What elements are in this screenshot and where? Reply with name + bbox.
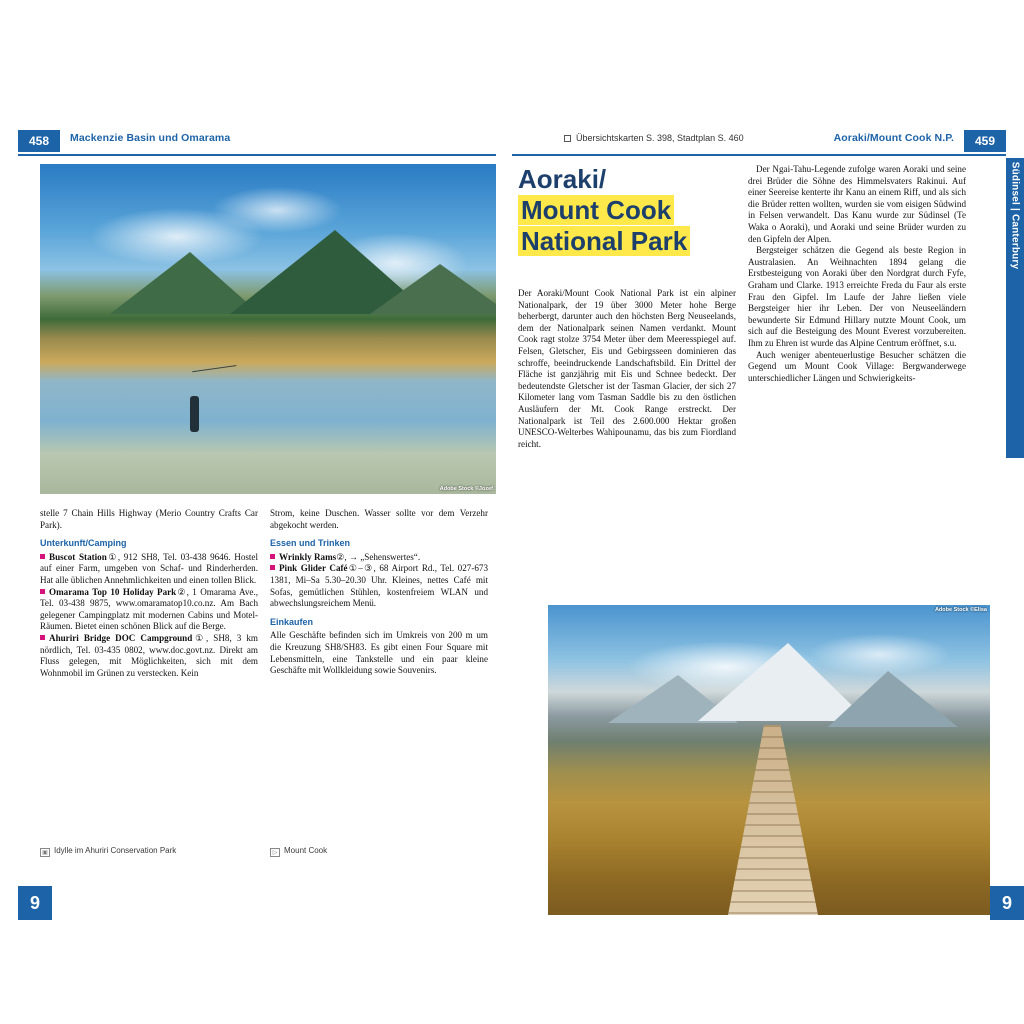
photo-credit-left: Adobe Stock ©Jozef	[439, 486, 493, 492]
heading-einkaufen: Einkaufen	[270, 616, 314, 627]
header-rule-right	[512, 154, 1006, 156]
listing-text: , → „Sehenswertes“.	[344, 551, 421, 562]
listing-marker: ①	[106, 551, 118, 562]
chapter-number-left: 9	[18, 886, 52, 920]
listing-omarama-top10	[40, 587, 258, 633]
listing-name: Buscot Station	[49, 551, 107, 562]
visitors-paragraph: Auch weniger abenteuerlustige Besucher schätzen die Gegend um Mount Cook Village: Bergwanderwege unterschiedlicher Längen und Schwierigkeits-	[748, 349, 966, 383]
caption-right-of-left-page	[270, 846, 327, 857]
listing-name: Pink Glider Café	[279, 563, 348, 574]
caption-right-text: Mount Cook	[284, 846, 328, 855]
listing-text: , SH8, 3 km nördlich, Tel. 03-435 0802, www.doc.govt.nz. Direkt am Fluss gelegen, mit Möglichkeiten, sich mit dem Wohnmobil im Grünen zu verstecken. Kein	[40, 632, 258, 678]
right-column-1	[518, 288, 736, 450]
mountaineering-paragraph: Bergsteiger schätzen die Gegend als beste Region in Australasien. An Weihnachten 1894 gelang die Erstbesteigung von Aoraki über den Nordgrat durch Fyfe, Graham und Clarke. 1913 erreichte Freda du Faur als erste Frau den Gipfel. Im Laufe der Jahre ließen viele Bergsteiger hier ihr Leben. Der von Neuseeländern bewunderte Sir Edmund Hillary nutzte Mount Cook, um sich auf die Besteigung des Mount Everest vorzubereiten. Ihm zu Ehren ist wurde das Alpine Centrum eröffnet, s.u.	[748, 245, 966, 348]
right-column-2	[748, 164, 966, 384]
left-column-2	[270, 508, 488, 677]
caption-left	[40, 846, 176, 857]
listing-text: , 912 SH8, Tel. 03-438 9646. Hostel auf einer Farm, umgeben von Schaf- und Rinderherden. Hat alle üblichen Annehmlichkeiten und einen tollen Blick.	[40, 551, 258, 585]
folio-left: 458	[18, 130, 60, 152]
listing-ahuriri-bridge-doc	[40, 633, 258, 679]
listing-wrinkly-rams	[270, 552, 488, 564]
shopping-text: Alle Geschäfte befinden sich im Umkreis von 200 m um die Kreuzung SH8/SH83. Es gibt einen Four Square mit Lebensmitteln, eine Tankstelle und ein paar kleine Geschäfte mit Wollkleidung sowie Souvenirs.	[270, 630, 488, 676]
listing-name: Ahuriri Bridge DOC Campground	[49, 632, 193, 643]
right-page	[512, 130, 1021, 920]
photo-ahuriri-conservation-park	[40, 164, 496, 494]
listing-name: Omarama Top 10 Holiday Park	[49, 586, 177, 597]
side-tab-label: Südinsel | Canterbury	[1009, 161, 1021, 270]
side-tab-canterbury	[1006, 158, 1024, 458]
caption-left-text: Idylle im Ahuriri Conservation Park	[54, 846, 177, 855]
listing-name: Wrinkly Rams	[279, 551, 337, 562]
left-page	[18, 130, 512, 920]
text-continuation-left: stelle 7 Chain Hills Highway (Merio Country Crafts Car Park).	[40, 508, 258, 530]
video-icon: ▷	[270, 848, 280, 857]
intro-paragraph: Der Aoraki/Mount Cook National Park ist ein alpiner Nationalpark, der 19 über 3000 Meter hohe Berge beherbergt, darunter auch den höchsten Berg Neuseelands, dem der Nationalpark seinen Namen verdankt. Mount Cook ragt stolze 3754 Meter über dem Meeresspiegel auf. Felsen, Gletscher, Eis und Gebirgsseen dominieren das schroffe, beeindruckende Landschaftsbild. Ein Drittel der Fläche ist ganzjährig mit Eis und Schnee bedeckt. Der bedeutendste Gletscher ist der Tasman Glacier, der sich 27 Kilometer lang vom Tasman Saddle bis zu den östlichen Ausläufern der Mt. Cook Range erstreckt. Der Nationalpark ist Teil des 2.600.000 Hektar großen UNESCO-Welterbes Wahipounamu, das bis zum Fiordland reicht.	[518, 288, 736, 449]
page-title-line-3: National Park	[518, 226, 690, 256]
spread	[18, 130, 1021, 920]
listing-marker: ②	[336, 551, 345, 562]
photo-mount-cook	[548, 605, 990, 915]
page-title-line-1: Aoraki/	[518, 164, 607, 194]
heading-essen-und-trinken: Essen und Trinken	[270, 538, 351, 549]
running-note-text: Übersichtskarten S. 398, Stadtplan S. 460	[576, 133, 744, 143]
running-head-left: Mackenzie Basin und Omarama	[70, 132, 231, 144]
header-rule-left	[18, 154, 496, 156]
listing-marker: ②	[176, 586, 187, 597]
listing-text: , 68 Airport Rd., Tel. 027-673 1381, Mi–Sa 5.30–20.30 Uhr. Kleines, nettes Café mit Sofas, gemütlichen Stühlen, kostenfreiem WLAN und abwechslungsreichem Menü.	[270, 563, 488, 609]
page-title	[518, 164, 748, 257]
heading-unterkunft-camping: Unterkunft/Camping	[40, 538, 127, 549]
camera-icon: ▣	[40, 848, 50, 857]
listing-marker: ①	[192, 632, 206, 643]
checkbox-icon	[564, 135, 571, 142]
listing-text: , 1 Omarama Ave., Tel. 03-438 9875, www.omaramatop10.co.nz. Am Bach gelegener Campingplatz mit modernen Cabins und Motel-Räumen. Bietet einen schönen Blick auf die Berge.	[40, 586, 259, 632]
chapter-number-right: 9	[990, 886, 1024, 920]
legend-paragraph: Der Ngai-Tahu-Legende zufolge waren Aoraki und seine drei Brüder die Söhne des Himmelsvaters Rakinui. Auf einer Seereise kenterte ihr Kanu an einem Riff, und als sich die Brüder retten wollten, wurden sie vom eisigen Südwind in Felsen verwandelt. Das Kanu wurde zur Südinsel (Te Waka o Aoraki), und Aoraki und seine Brüder wurden zu den Gipfeln der Alpen.	[748, 164, 966, 244]
text-continuation-left-2: Strom, keine Duschen. Wasser sollte vor dem Verzehr abgekocht werden.	[270, 508, 488, 530]
listing-pink-glider-cafe	[270, 563, 488, 609]
running-head-right: Aoraki/Mount Cook N.P.	[833, 132, 954, 144]
photo-credit-right: Adobe Stock ©Elisa	[934, 607, 987, 613]
running-note-maps	[564, 133, 744, 143]
left-column-1	[40, 508, 258, 679]
listing-marker: ①–③	[347, 563, 374, 574]
folio-right: 459	[964, 130, 1006, 152]
page-title-line-2: Mount Cook	[518, 195, 674, 225]
listing-buscot-station	[40, 552, 258, 587]
